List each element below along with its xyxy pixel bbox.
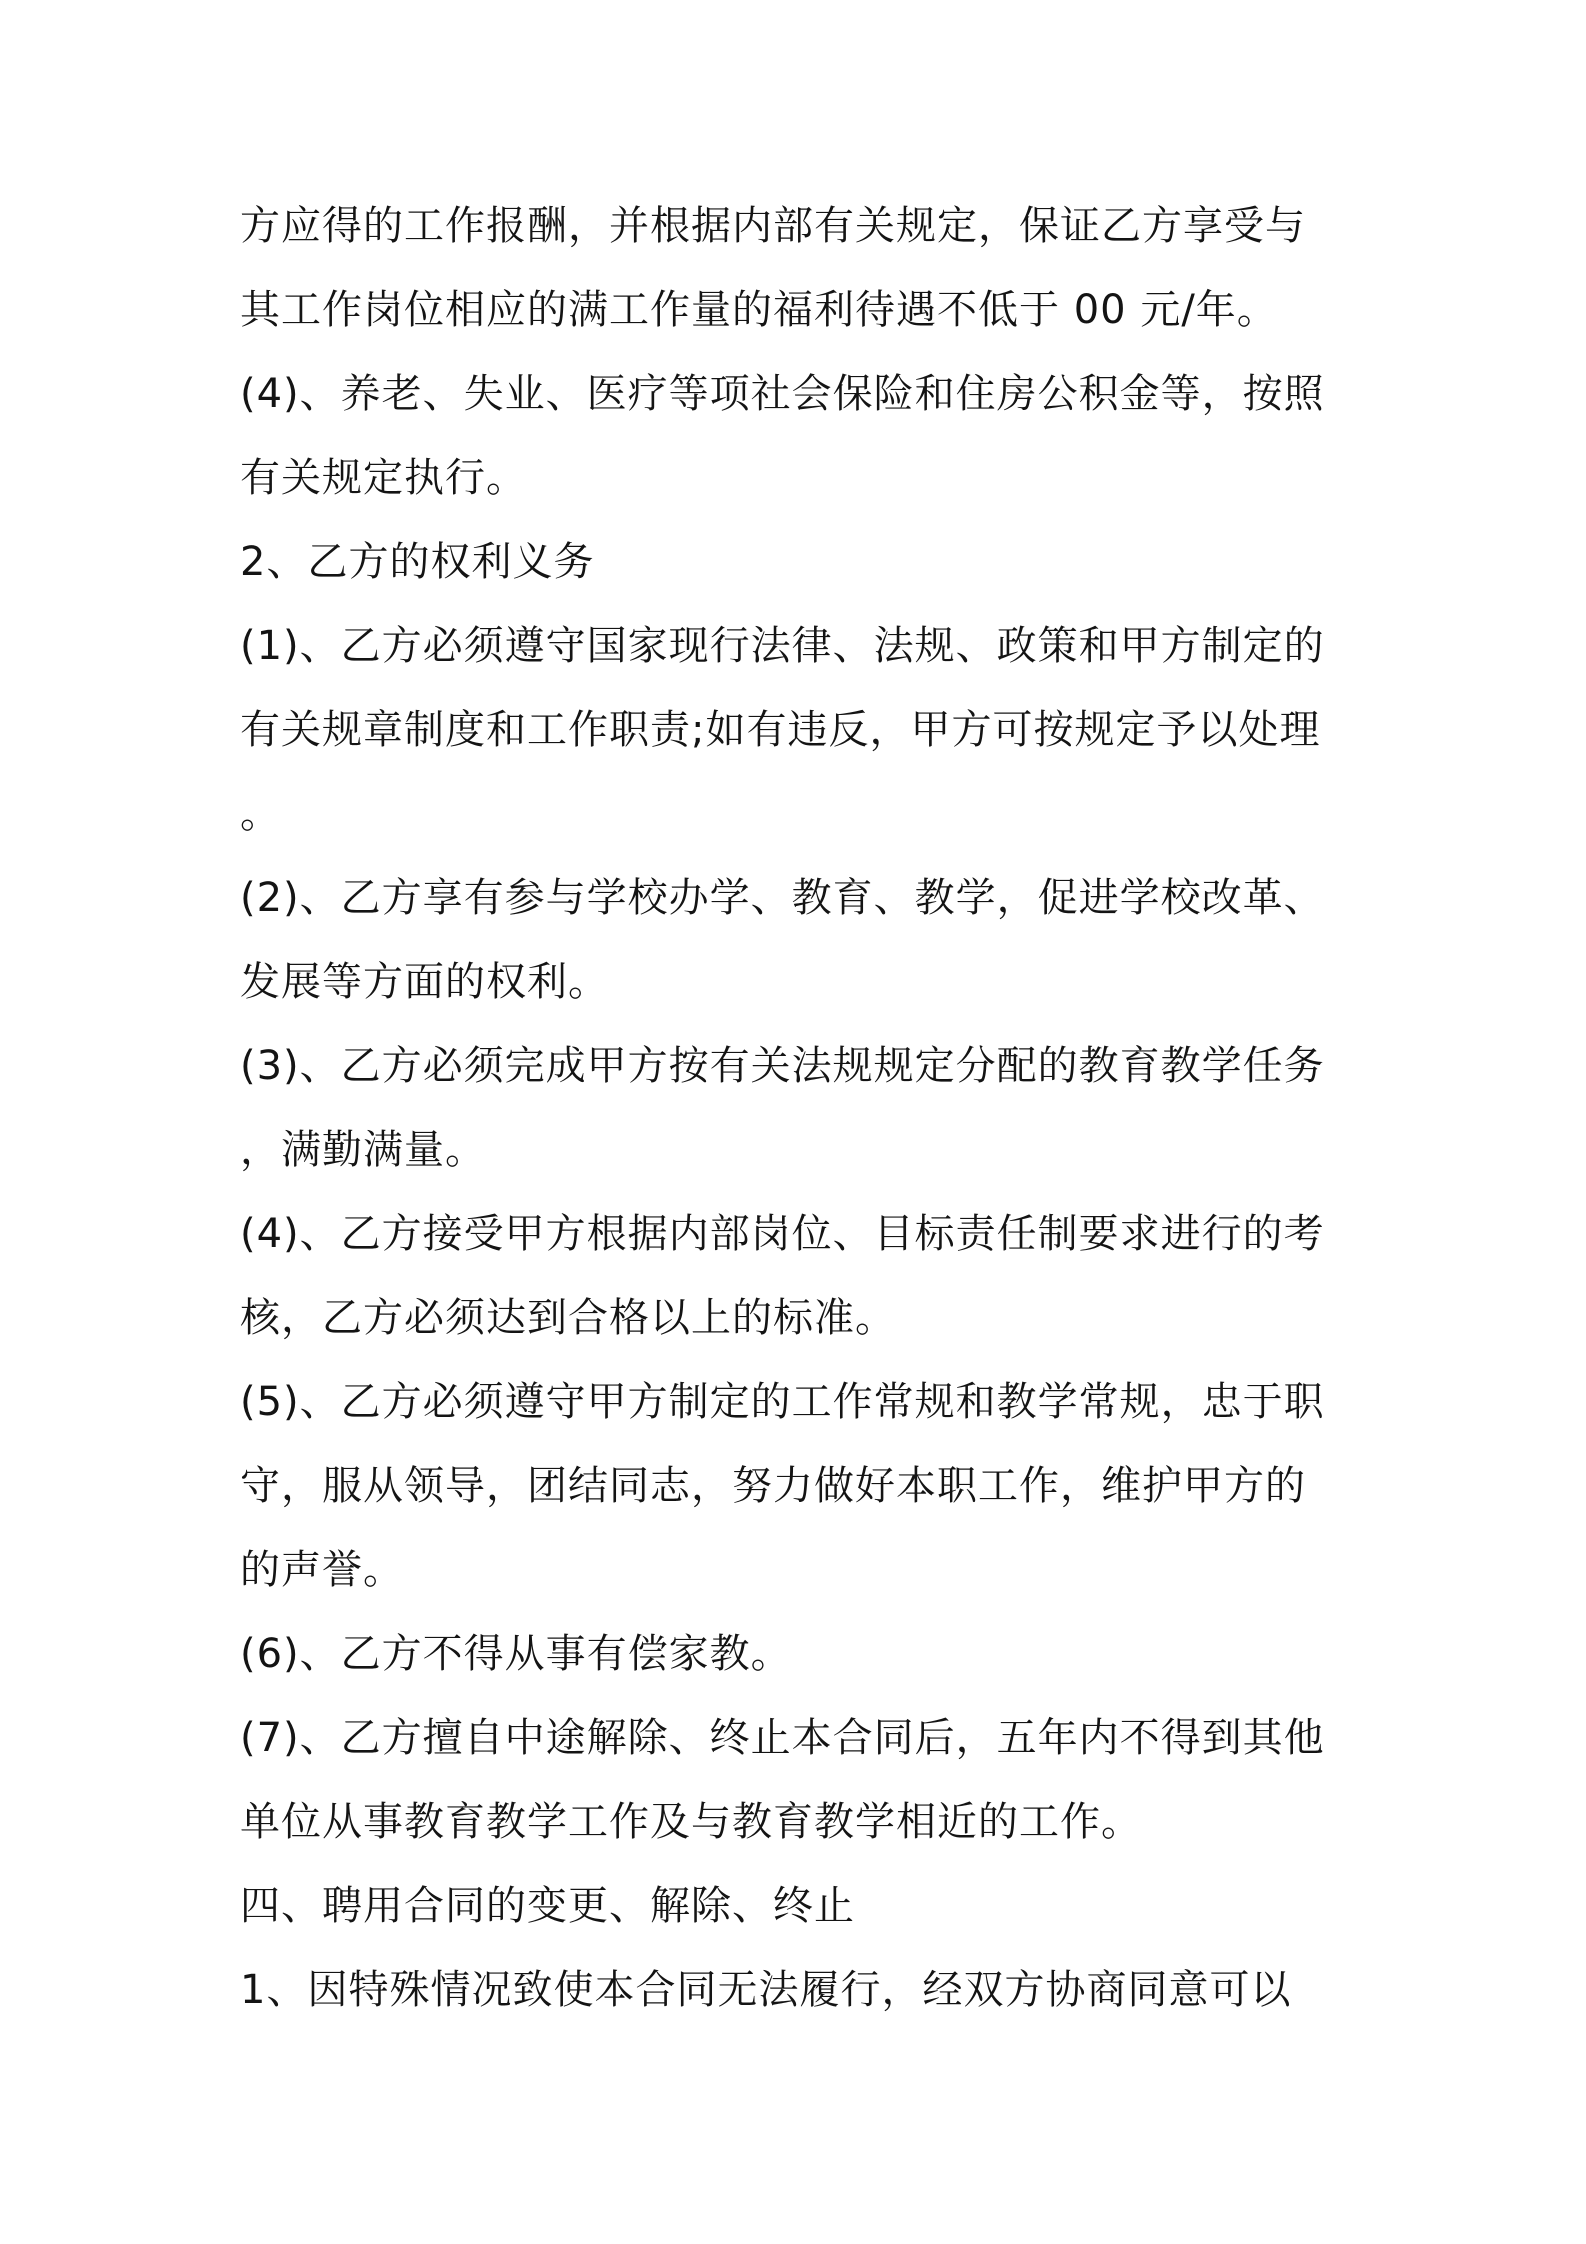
text-line: 1、因特殊情况致使本合同无法履行，经双方协商同意可以 <box>240 1967 1292 2013</box>
text-line: (4)、乙方接受甲方根据内部岗位、目标责任制要求进行的考 <box>240 1211 1325 1257</box>
section-heading: 四、聘用合同的变更、解除、终止 <box>240 1883 855 1929</box>
text-line: (4)、养老、失业、医疗等项社会保险和住房公积金等，按照 <box>240 371 1325 417</box>
text-line: 单位从事教育教学工作及与教育教学相近的工作。 <box>240 1799 1142 1845</box>
text-line: 核，乙方必须达到合格以上的标准。 <box>240 1295 896 1341</box>
text-line: 的声誉。 <box>240 1547 404 1593</box>
text-line: 有关规定执行。 <box>240 455 527 501</box>
text-line: (2)、乙方享有参与学校办学、教育、教学，促进学校改革、 <box>240 875 1325 921</box>
text-line: 。 <box>240 791 281 837</box>
section-heading: 2、乙方的权利义务 <box>240 539 595 585</box>
text-line: (5)、乙方必须遵守甲方制定的工作常规和教学常规，忠于职 <box>240 1379 1325 1425</box>
text-line: 方应得的工作报酬，并根据内部有关规定，保证乙方享受与 <box>240 203 1306 249</box>
text-line: (1)、乙方必须遵守国家现行法律、法规、政策和甲方制定的 <box>240 623 1325 669</box>
text-line: (6)、乙方不得从事有偿家教。 <box>240 1631 792 1677</box>
text-line: 其工作岗位相应的满工作量的福利待遇不低于 00 元/年。 <box>240 287 1278 333</box>
text-line: (3)、乙方必须完成甲方按有关法规规定分配的教育教学任务 <box>240 1043 1325 1089</box>
text-line: ，满勤满量。 <box>240 1127 486 1173</box>
text-line: 发展等方面的权利。 <box>240 959 609 1005</box>
text-line: (7)、乙方擅自中途解除、终止本合同后，五年内不得到其他 <box>240 1715 1325 1761</box>
text-line: 有关规章制度和工作职责;如有违反，甲方可按规定予以处理 <box>240 707 1321 753</box>
text-line: 守，服从领导，团结同志，努力做好本职工作，维护甲方的 <box>240 1463 1306 1509</box>
